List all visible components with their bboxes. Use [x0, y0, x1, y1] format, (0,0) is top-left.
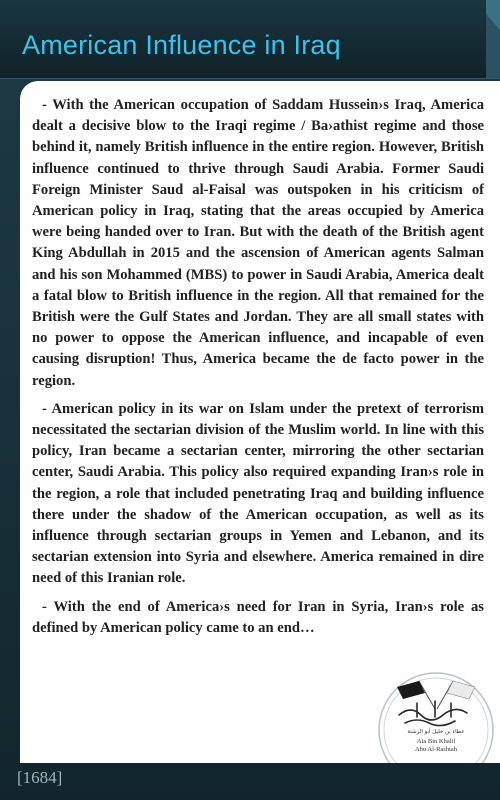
corner-decoration-icon: [476, 0, 500, 78]
paragraph: - American policy in its war on Islam under the pretext of terrorism necessitated the sectarian division of the Muslim world. In line with this policy, Iran became a sectarian center, mirroring the other sectarian center, Saudi Arabia. This policy also required expanding Iran›s role in the region, a role that included penetrating Iraq and building influence there under the shadow of the American occupation, as well as its influence through sectarian groups in Yemen and Lebanon, and its sectarian extension into Syria and elsewhere. America remained in dire need of this Iranian role.: [32, 400, 484, 587]
page-title: American Influence in Iraq: [22, 30, 341, 60]
svg-text:عطاء بن خليل أبو الرشتة: عطاء بن خليل أبو الرشتة: [407, 729, 465, 735]
header-bar: [0, 0, 500, 79]
svg-text:Ata Bin Khalil: Ata Bin Khalil: [416, 738, 456, 745]
paragraph: - With the American occupation of Saddam Hussein›s Iraq, America dealt a decisive blow to the Iraqi regime / Ba›athist regime and those behind it, namely British influence in the entire region. However, British influence continued to thrive through Saudi Arabia. Former Saudi Foreign Minister Saud al-Faisal was outspoken in his criticism of American policy in Iraq, stating that the areas occupied by America were being handed over to Iran. But with the death of the British agent King Abdullah in 2015 and the ascension of American agents Salman and his son Mohammed (MBS) to power in Saudi Arabia, America dealt a fatal blow to British influence in the region. All that remained for the British were the Gulf States and Jordan. They are all small states with no power to oppose the American influence, and incapable of even causing disruption! Thus, America became the de facto power in the region.: [32, 97, 484, 389]
paragraph: - With the end of America›s need for Iran in Syria, Iran›s role as defined by American policy came to an end…: [32, 598, 484, 636]
emir-seal-icon: عطاء بن خليل أبو الرشتة Ata Bin Khalil Abu Al-Rashtah Ameer of Hizb ut Tahrir: [377, 671, 495, 763]
page-number: [1684]: [17, 768, 63, 787]
article-body: [32, 95, 484, 646]
svg-text:Abu Al-Rashtah: Abu Al-Rashtah: [414, 746, 458, 753]
